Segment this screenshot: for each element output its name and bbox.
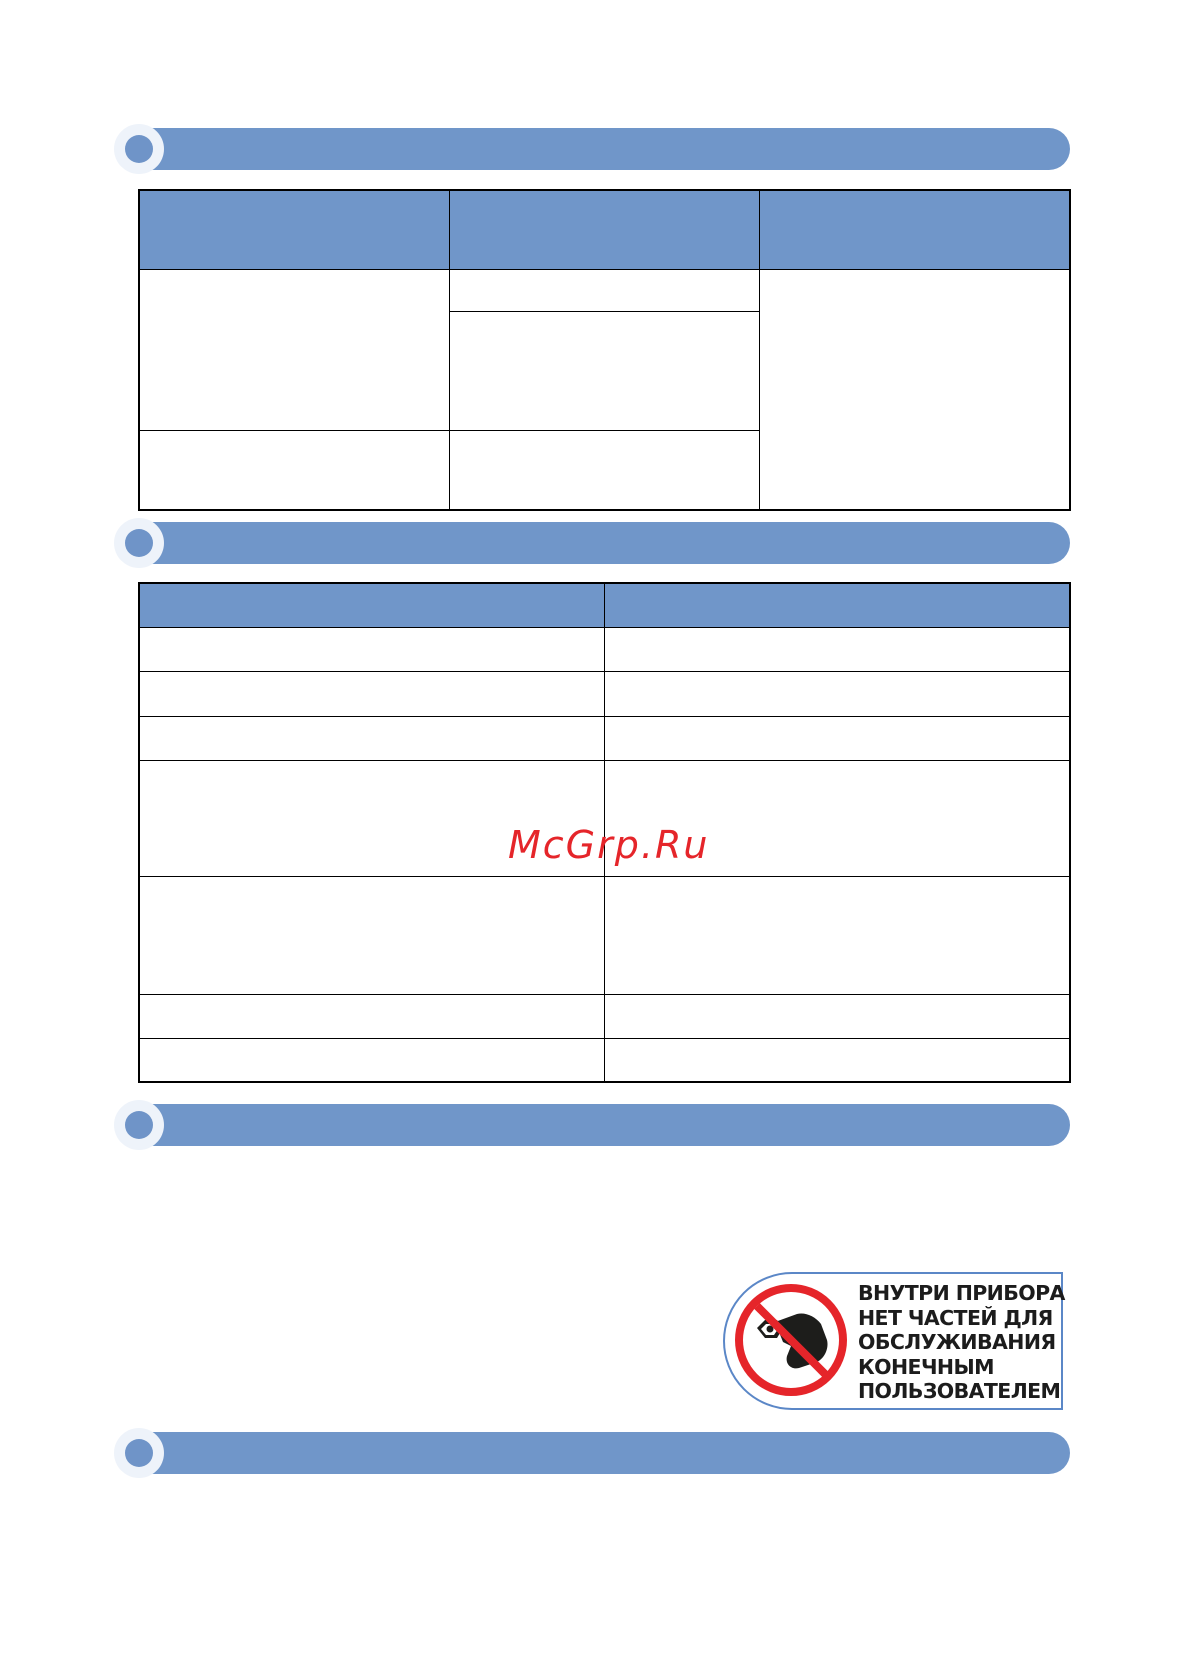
table-1-cell (449, 311, 759, 430)
table-2-cell (139, 994, 604, 1038)
section-header-bar-2 (118, 522, 1070, 564)
service-notice-line: НЕТ ЧАСТЕЙ ДЛЯ (858, 1305, 1053, 1330)
table-2-cell (139, 716, 604, 760)
table-2-cell (604, 627, 1070, 671)
watermark-text: McGrp.Ru (508, 823, 710, 867)
table-2-cell (139, 671, 604, 716)
table-2-cell (139, 876, 604, 994)
service-notice-line: ОБСЛУЖИВАНИЯ (858, 1330, 1056, 1354)
table-2-cell (604, 994, 1070, 1038)
circle-bullet-icon (114, 518, 164, 568)
table-2-cell (604, 876, 1070, 994)
service-notice-line: ВНУТРИ ПРИБОРА (858, 1281, 1065, 1305)
table-1-header-cell (759, 190, 1070, 269)
service-notice-line: КОНЕЧНЫМ (858, 1354, 994, 1379)
table-1-cell (139, 430, 449, 510)
table-1-header-cell (449, 190, 759, 269)
table-1-cell (759, 269, 1070, 510)
table-1-header-cell (139, 190, 449, 269)
circle-bullet-icon (114, 124, 164, 174)
circle-bullet-icon (114, 1100, 164, 1150)
section-header-bar-4 (118, 1432, 1070, 1474)
table-1-cell (139, 269, 449, 430)
table-1-cell (449, 430, 759, 510)
no-tools-icon (735, 1284, 847, 1396)
table-2-cell (139, 1038, 604, 1082)
table-2-cell (604, 716, 1070, 760)
specification-table-1 (138, 189, 1071, 511)
table-2-header-cell (139, 583, 604, 627)
table-2-cell (604, 1038, 1070, 1082)
table-2-cell (604, 671, 1070, 716)
service-notice-text (858, 1281, 1063, 1404)
section-header-bar-1 (118, 128, 1070, 170)
section-header-bar-3 (118, 1104, 1070, 1146)
table-2-header-cell (604, 583, 1070, 627)
service-notice-line: ПОЛЬЗОВАТЕЛЕМ (858, 1379, 1061, 1403)
table-2-cell (139, 627, 604, 671)
table-1-cell (449, 269, 759, 311)
circle-bullet-icon (114, 1428, 164, 1478)
